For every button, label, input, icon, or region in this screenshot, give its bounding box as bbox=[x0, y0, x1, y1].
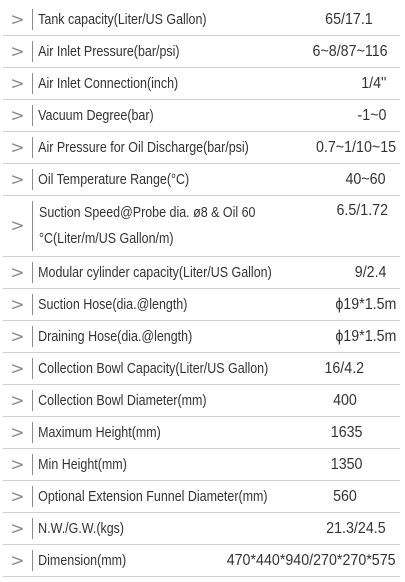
chevron-right-icon: > bbox=[10, 326, 25, 347]
spec-value: 1350 bbox=[330, 455, 362, 473]
spec-value: 21.3/24.5 bbox=[326, 519, 386, 537]
spec-row-air-pressure-oil-discharge bbox=[3, 132, 400, 164]
spec-row-vacuum-degree bbox=[3, 100, 400, 132]
spec-row-dimension bbox=[3, 545, 400, 577]
spec-value: 470*440*940/270*270*575 bbox=[227, 551, 396, 569]
spec-row-oil-temperature-range bbox=[3, 164, 400, 196]
spec-value: 16/4.2 bbox=[324, 359, 364, 377]
chevron-right-icon: > bbox=[10, 105, 25, 126]
spec-value: ϕ19*1.5m bbox=[334, 327, 396, 345]
spec-value: 6~8/87~116 bbox=[312, 42, 388, 60]
chevron-right-icon: > bbox=[10, 169, 25, 190]
spec-row-weight bbox=[3, 513, 400, 545]
spec-value: -1~0 bbox=[357, 106, 386, 124]
spec-value: 1635 bbox=[330, 423, 362, 441]
spec-label: Air Pressure for Oil Discharge(bar/psi) bbox=[38, 139, 249, 156]
spec-row-maximum-height bbox=[3, 417, 400, 449]
spec-label: Dimension(mm) bbox=[38, 552, 127, 569]
spec-value: 6.5/1.72 bbox=[336, 202, 388, 219]
chevron-right-icon: > bbox=[10, 137, 25, 158]
spec-label: Air Inlet Connection(inch) bbox=[38, 75, 179, 92]
spec-row-modular-cylinder-capacity bbox=[3, 257, 400, 289]
spec-label: Min Height(mm) bbox=[38, 456, 127, 473]
spec-label: Maximum Height(mm) bbox=[38, 424, 161, 441]
chevron-right-icon: > bbox=[10, 294, 25, 315]
spec-label: Draining Hose(dia.@length) bbox=[38, 328, 193, 345]
chevron-right-icon: > bbox=[10, 358, 25, 379]
spec-value: 9/2.4 bbox=[354, 263, 386, 281]
spec-label: Tank capacity(Liter/US Gallon) bbox=[38, 11, 207, 28]
spec-value: 40~60 bbox=[345, 170, 386, 188]
chevron-right-icon: > bbox=[10, 486, 25, 507]
spec-value: 400 bbox=[333, 391, 357, 409]
chevron-right-icon: > bbox=[10, 518, 25, 539]
spec-row-collection-bowl-diameter bbox=[3, 385, 400, 417]
chevron-right-icon: > bbox=[10, 41, 25, 62]
spec-label: Vacuum Degree(bar) bbox=[38, 107, 154, 124]
chevron-right-icon: > bbox=[10, 390, 25, 411]
spec-row-draining-hose bbox=[3, 321, 400, 353]
spec-label-line: °C(Liter/m/US Gallon/m) bbox=[39, 231, 174, 247]
spec-label: Collection Bowl Capacity(Liter/US Gallon) bbox=[38, 360, 269, 377]
chevron-right-icon: > bbox=[10, 9, 25, 30]
chevron-right-icon: > bbox=[10, 216, 25, 236]
spec-label-line: Suction Speed@Probe dia. ø8 & Oil 60 bbox=[39, 205, 256, 221]
spec-row-air-inlet-pressure bbox=[3, 36, 400, 68]
chevron-right-icon: > bbox=[10, 262, 25, 283]
spec-row-tank-capacity bbox=[3, 4, 400, 36]
spec-label: Collection Bowl Diameter(mm) bbox=[38, 392, 207, 409]
spec-label: N.W./G.W.(kgs) bbox=[38, 520, 125, 537]
spec-value: ϕ19*1.5m bbox=[334, 295, 396, 313]
spec-value: 560 bbox=[333, 487, 357, 505]
spec-row-collection-bowl-capacity bbox=[3, 353, 400, 385]
chevron-right-icon: > bbox=[10, 422, 25, 443]
spec-row-suction-speed bbox=[3, 196, 400, 257]
spec-value: 0.7~1/10~15 bbox=[315, 138, 396, 156]
spec-label: Oil Temperature Range(°C) bbox=[38, 171, 190, 188]
spec-row-optional-extension-funnel bbox=[3, 481, 400, 513]
chevron-right-icon: > bbox=[10, 73, 25, 94]
spec-value: 65/17.1 bbox=[325, 10, 373, 28]
spec-row-suction-hose bbox=[3, 289, 400, 321]
spec-label: Suction Hose(dia.@length) bbox=[38, 296, 188, 313]
spec-row-air-inlet-connection bbox=[3, 68, 400, 100]
spec-label: Air Inlet Pressure(bar/psi) bbox=[38, 43, 180, 60]
chevron-right-icon: > bbox=[10, 550, 25, 571]
spec-label: Optional Extension Funnel Diameter(mm) bbox=[38, 488, 268, 505]
chevron-right-icon: > bbox=[10, 454, 25, 475]
spec-row-min-height bbox=[3, 449, 400, 481]
spec-value: 1/4'' bbox=[360, 74, 386, 92]
spec-label: Modular cylinder capacity(Liter/US Gallon) bbox=[38, 264, 272, 281]
